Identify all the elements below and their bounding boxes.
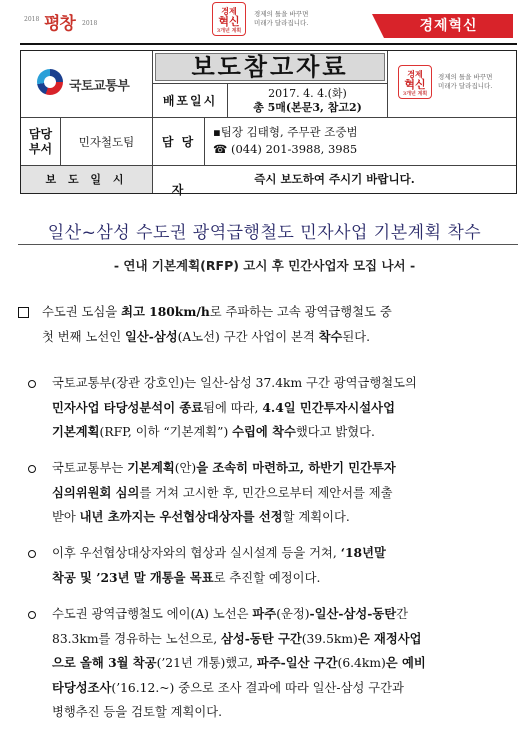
page-count-line: 총 5매(본문3, 참고2) — [253, 101, 362, 114]
body-text: (’21년 개통)했고, — [156, 656, 257, 670]
ring-bullet-icon — [28, 611, 36, 619]
contact-phone: (044) 201-3988, 3985 — [230, 142, 358, 156]
body-text: 이후 우선협상대상자와의 협상과 실시설계 등을 거쳐, — [52, 546, 341, 560]
emphasis-text: 삼성-동탄 구간 — [221, 630, 302, 646]
body-text: (39.5km) — [301, 631, 358, 646]
slogan-line1: 경제의 틀을 바꾸면 — [254, 10, 309, 18]
release-value: 즉시 보도하여 주시기 바랍니다. — [254, 172, 415, 186]
emphasis-text: 4.4일 민간투자시설사업 — [262, 399, 395, 415]
emphasis-text: 은 재정사업 — [357, 630, 422, 646]
ministry-name: 국토교통부 — [69, 79, 130, 94]
distribution-date-label: 배포일시 — [153, 84, 228, 118]
government-emblem-icon — [37, 69, 63, 95]
right-logo-cell — [388, 51, 516, 118]
paragraph-line — [52, 651, 426, 675]
body-text: 병행추진 등을 검토할 계획이다. — [52, 705, 223, 719]
pyeongchang-logo — [22, 6, 98, 36]
phone-icon: ☎ — [213, 142, 228, 156]
paragraph-line — [52, 371, 417, 395]
emphasis-text: 을 조속히 마련하고, 하반기 민간투자 — [196, 460, 396, 475]
body-text: 로 주파하는 고속 광역급행철도 중 — [209, 305, 392, 319]
body-text: (A노선) 구간 사업이 본격 — [177, 329, 319, 344]
paragraph-line — [52, 627, 422, 651]
emphasis-text: 기본계획 — [127, 460, 175, 475]
top-divider — [20, 43, 517, 45]
paragraph-line — [52, 505, 350, 529]
emphasis-text: 내년 초까지는 우선협상대상자를 선정 — [79, 509, 283, 524]
emphasis-text: ‘18년말 — [340, 545, 386, 560]
body-text: 된다. — [342, 329, 371, 344]
emphasis-text: 일산-삼성 — [125, 328, 178, 344]
square-bullet-icon — [18, 307, 29, 318]
slogan — [438, 73, 492, 91]
body-text: 받아 — [52, 510, 80, 524]
press-header-table — [20, 50, 517, 197]
subheadline: - 연내 기본계획(RFP) 고시 후 민간사업자 모집 나서 - — [113, 258, 416, 273]
slogan — [254, 10, 308, 28]
date-line: 2017. 4. 4.(화) — [268, 87, 347, 100]
body-text: (6.4km) — [337, 656, 386, 670]
body-text: 수도권 도심을 — [42, 305, 122, 319]
economic-innovation-logo — [212, 2, 362, 36]
ring-bullet-icon — [28, 550, 36, 558]
category-tag: 경제혁신 — [384, 14, 513, 38]
body-text: 83.3km를 경유하는 노선으로, — [52, 631, 222, 646]
contact-names: ▪팀장 김태형, 주무관 조중범 — [213, 125, 358, 139]
paragraph-line — [52, 481, 393, 505]
paragraph-line — [52, 541, 386, 565]
slogan-line1: 경제의 틀을 바꾸면 — [438, 73, 493, 81]
emphasis-text: 으로 올해 3월 착공 — [52, 655, 157, 670]
paragraph-line — [42, 325, 370, 349]
body-text: (운정) — [276, 607, 310, 621]
body-text: 국토교통부는 — [52, 461, 128, 475]
contact-label: 담 당 자 — [153, 118, 205, 166]
emphasis-text: 파주-일산 구간 — [256, 655, 338, 670]
slogan-line2: 미래가 달라집니다. — [254, 19, 309, 27]
paragraph-line — [52, 420, 375, 444]
body-text: 국토교통부(장관 강호인)는 일산-삼성 37.4km 구간 광역급행철도의 — [52, 376, 417, 390]
body-text: 첫 번째 노선인 — [42, 329, 125, 344]
headline: 일산~삼성 수도권 광역급행철도 민자사업 기본계획 착수 — [47, 223, 482, 243]
logo-small-text-right: 2018 — [82, 20, 98, 27]
logo-brand-text: 평창 — [44, 14, 75, 34]
paragraph-line — [42, 300, 392, 324]
release-label: 보 도 일 시 — [21, 166, 153, 193]
emphasis-text: -일산-삼성-동탄 — [309, 606, 397, 621]
ring-bullet-icon — [28, 380, 36, 388]
stamp-line3: 3개년 계획 — [216, 28, 242, 34]
stamp-line1: 경제 — [221, 6, 237, 16]
paragraph-line — [52, 676, 404, 700]
top-banner — [0, 0, 529, 44]
paragraph-line — [52, 700, 222, 724]
emphasis-text: 민자사업 타당성분석이 종료 — [52, 399, 204, 415]
body-text: 로 추진할 예정이다. — [213, 570, 321, 585]
emphasis-text: 파주 — [252, 606, 277, 621]
emphasis-text: 수립에 착수 — [232, 424, 296, 439]
body-text: 수도권 광역급행철도 에이(A) 노선은 — [52, 607, 253, 621]
stamp-line3: 3개년 계획 — [402, 91, 428, 97]
ring-bullet-icon — [28, 465, 36, 473]
body-text: 할 계획이다. — [282, 510, 350, 524]
emphasis-text: 최고 180km/h — [121, 304, 210, 319]
emphasis-text: 은 예비 — [385, 655, 426, 670]
emphasis-text: 착공 및 ’23년 말 개통을 목표 — [52, 569, 214, 585]
paragraph-line — [52, 396, 395, 420]
distribution-date-value — [228, 84, 388, 118]
paragraph-line — [52, 566, 320, 590]
body-text: (RFP, 이하 “기본계획”) — [99, 425, 233, 439]
emphasis-text: 기본계획 — [52, 424, 100, 439]
body-text: (안) — [174, 461, 197, 475]
dept-value: 민자철도팀 — [61, 118, 153, 166]
emphasis-text: 착수 — [318, 328, 343, 344]
innovation-stamp-icon — [212, 2, 246, 36]
paragraph-line — [52, 456, 396, 480]
body-text: 간 — [396, 607, 409, 621]
body-text: 를 거쳐 고시한 후, 민간으로부터 제안서를 제출 — [139, 485, 393, 500]
slogan-line2: 미래가 달라집니다. — [438, 82, 493, 90]
stamp-line2: 혁신 — [404, 78, 426, 91]
contact-phone-row — [213, 141, 516, 158]
stamp-line2: 혁신 — [218, 15, 240, 28]
stamp-line1: 경제 — [407, 69, 423, 79]
innovation-stamp-icon — [398, 65, 432, 99]
emphasis-text: 타당성조사 — [52, 679, 112, 695]
emphasis-text: 심의위원회 심의 — [52, 484, 140, 500]
contact-value — [205, 118, 516, 166]
body-text: 했다고 밝혔다. — [295, 425, 375, 439]
body-text: (’16.12.~) 중으로 조사 결과에 따라 일산-삼성 구간과 — [111, 680, 404, 695]
doc-type-title: 보도참고자료 — [155, 53, 385, 81]
paragraph-line — [52, 602, 408, 626]
ministry-cell — [21, 51, 153, 118]
headline-divider — [18, 244, 518, 245]
body-text: 됨에 따라, — [203, 400, 263, 415]
doc-type-cell — [153, 51, 388, 84]
logo-small-text-left: 2018 — [24, 16, 40, 23]
dept-label-line2: 부서 — [28, 142, 53, 156]
dept-label-line1: 담당 — [28, 127, 53, 141]
dept-label — [21, 118, 61, 166]
